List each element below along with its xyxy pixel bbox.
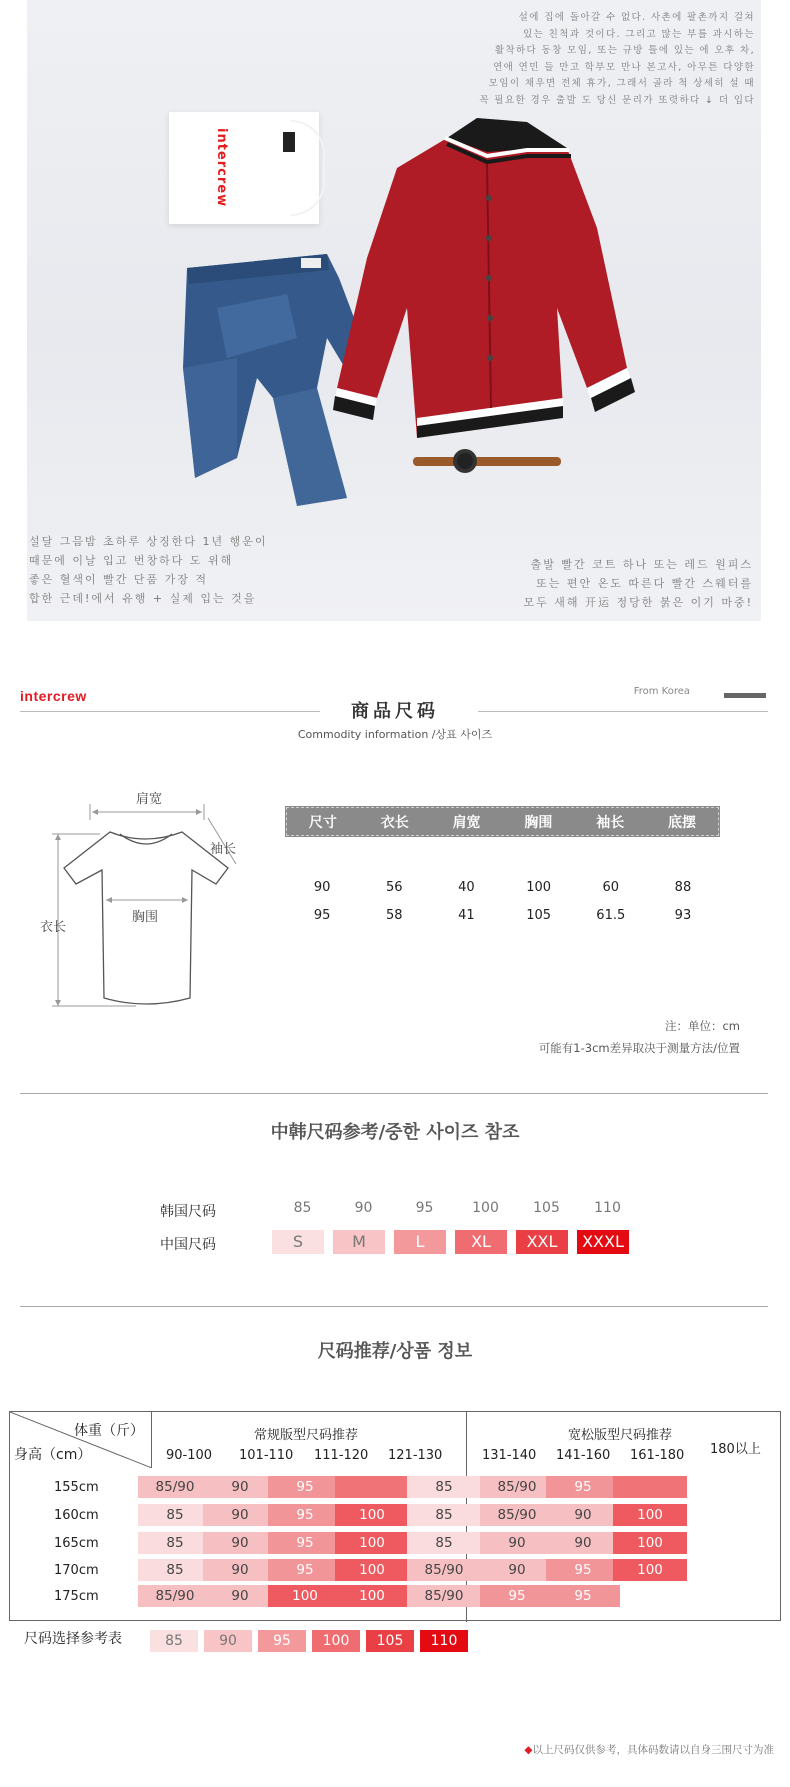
weight-col: 121-130 xyxy=(388,1448,443,1463)
regular-cell: 100 xyxy=(335,1559,409,1581)
size-cell: 88 xyxy=(674,880,692,895)
kr-size: 95 xyxy=(415,1200,434,1216)
regular-cell: 95 xyxy=(268,1559,342,1581)
loose-cell: 95 xyxy=(546,1476,620,1498)
tshirt-print: intercrew xyxy=(214,128,229,208)
size-cell: 61.5 xyxy=(596,908,626,923)
loose-cell: 90 xyxy=(546,1504,620,1526)
cn-size-badge: XXXL xyxy=(577,1230,629,1254)
size-col-header: 胸围 xyxy=(524,814,553,831)
error-note: 可能有1-3cm差异取决于测量方法/位置 xyxy=(538,1041,740,1055)
cn-size-badge: XL xyxy=(455,1230,507,1254)
size-cell: 100 xyxy=(526,880,552,895)
height-row-label: 155cm xyxy=(54,1480,99,1495)
size-col-header: 衣长 xyxy=(380,814,409,831)
corner-weight-label: 体重（斤） xyxy=(74,1423,144,1439)
regular-cell: 90 xyxy=(203,1559,277,1581)
label-length: 衣长 xyxy=(40,920,67,935)
ref-label: 尺码选择参考表 xyxy=(24,1631,122,1647)
table-corner xyxy=(10,1412,152,1468)
footnote-text: 以上尺码仅供参考，具体码数请以自身三围尺寸为准 xyxy=(532,1744,774,1756)
hero-text-bottom-right: 출발 빨간 코트 하나 또는 레드 원피스 또는 편안 온도 따른다 빨간 스웨터를 모두 새해 开运 정당한 붉은 이기 마중! xyxy=(523,558,753,609)
regular-cell: 85 xyxy=(138,1504,212,1526)
weight-col: 90-100 xyxy=(166,1448,213,1463)
weight-col: 111-120 xyxy=(314,1448,369,1463)
footnote xyxy=(524,1742,774,1757)
size-col-header: 底摆 xyxy=(668,814,697,831)
size-cell: 58 xyxy=(385,908,403,923)
size-col-header: 肩宽 xyxy=(452,814,481,831)
cn-size-badge: S xyxy=(272,1230,324,1254)
regular-cell: 90 xyxy=(203,1476,277,1498)
weight-col: 101-110 xyxy=(239,1448,294,1463)
height-row-label: 175cm xyxy=(54,1589,99,1604)
kr-size-label: 韩国尺码 xyxy=(160,1204,216,1220)
size-cell: 60 xyxy=(602,880,620,895)
kr-size-row xyxy=(272,1200,638,1216)
corner-height-label: 身高（cm） xyxy=(14,1447,92,1463)
size-cell: 95 xyxy=(313,908,331,923)
hero-text-bottom-left: 설달 그믐밤 초하루 상징한다 1년 행운이 때문에 이날 입고 번창하다 도 위해 좋은 혈색이 빨간 단품 가장 적 합한 근데!에서 유행 + 실제 입는 것을 xyxy=(29,535,268,605)
measurement-figure xyxy=(40,792,270,1016)
loose-cell: 85 xyxy=(407,1476,481,1498)
regular-header: 常规版型尺码推荐 xyxy=(254,1428,359,1443)
loose-cell: 85 xyxy=(407,1532,481,1554)
height-row-label: 160cm xyxy=(54,1508,99,1523)
loose-cell: 85/90 xyxy=(480,1504,554,1526)
regular-cell: 100 xyxy=(335,1585,409,1607)
loose-cell: 90 xyxy=(480,1559,554,1581)
regular-cell: 100 xyxy=(268,1585,342,1607)
kr-size: 85 xyxy=(293,1200,312,1216)
label-chest: 胸围 xyxy=(132,910,159,925)
regular-cell: 90 xyxy=(203,1585,277,1607)
size-col-header: 尺寸 xyxy=(308,814,337,831)
regular-cell: 100 xyxy=(335,1504,409,1526)
brand-logo: intercrew xyxy=(20,688,87,704)
ref-size-badge: 100 xyxy=(312,1630,360,1652)
kr-size: 110 xyxy=(594,1200,621,1216)
regular-cell: 85/90 xyxy=(138,1585,212,1607)
ref-size-badge: 110 xyxy=(420,1630,468,1652)
kr-size: 90 xyxy=(354,1200,373,1216)
section-divider xyxy=(20,1306,768,1307)
regular-cell: 95 xyxy=(268,1532,342,1554)
size-col-header: 袖长 xyxy=(596,814,625,831)
regular-cell: 95 xyxy=(268,1476,342,1498)
regular-cell: 90 xyxy=(203,1532,277,1554)
loose-header: 宽松版型尺码推荐 xyxy=(568,1428,673,1443)
loose-cell: 95 xyxy=(480,1585,554,1607)
loose-cell: 95 xyxy=(546,1559,620,1581)
watch-image xyxy=(413,448,561,474)
ref-size-badge: 95 xyxy=(258,1630,306,1652)
tshirt-tag xyxy=(283,132,295,152)
ref-size-badge: 105 xyxy=(366,1630,414,1652)
size-table-header xyxy=(286,807,719,836)
loose-cell: 100 xyxy=(613,1532,687,1554)
size-cell: 93 xyxy=(674,908,692,923)
size-table-row xyxy=(286,908,719,923)
loose-cell: 100 xyxy=(613,1504,687,1526)
red-jacket-image xyxy=(327,108,667,438)
size-table-row xyxy=(286,880,719,895)
regular-cell: 100 xyxy=(335,1532,409,1554)
weight-col: 161-180 xyxy=(630,1448,685,1463)
cn-size-row xyxy=(272,1230,638,1254)
tshirt-image xyxy=(169,112,319,224)
weight-col: 131-140 xyxy=(482,1448,537,1463)
hero-photo xyxy=(27,0,761,621)
loose-cell xyxy=(613,1476,687,1498)
height-row-label: 165cm xyxy=(54,1536,99,1551)
recommend-section-title: 尺码推荐/상품 정보 xyxy=(317,1341,473,1362)
cn-size-badge: XXL xyxy=(516,1230,568,1254)
ref-size-row xyxy=(150,1630,474,1652)
loose-cell: 85/90 xyxy=(480,1476,554,1498)
loose-cell: 90 xyxy=(480,1532,554,1554)
weight-col: 141-160 xyxy=(556,1448,611,1463)
size-cell: 40 xyxy=(458,880,475,895)
unit-note: 注：单位：cm xyxy=(664,1019,740,1033)
ref-size-badge: 85 xyxy=(150,1630,198,1652)
hero-text-top-right: 설에 집에 돌아갈 수 없다. 사촌에 팔촌까지 걸쳐 있는 친척과 것이다. 그리고 많는 부를 과시하는 활착하다 동창 모임, 또는 규방 틀에 있는 에 오후 차, 연애 연민 들 만고 학부모 만나 본고사, 아무튼 다양한 모임이 채우면 전체 휴가, 그래서 골라 척 상세히 설 때 꼭 필요한 경우 출발 도 당신 문리가 또렷하다 ↓ 더 입다 xyxy=(479,12,755,106)
size-cell: 90 xyxy=(313,880,331,895)
regular-cell: 85 xyxy=(138,1559,212,1581)
cn-size-badge: M xyxy=(333,1230,385,1254)
regular-cell: 95 xyxy=(268,1504,342,1526)
recommend-table xyxy=(9,1411,781,1621)
compare-section-title: 中韩尺码参考/중한 사이즈 참조 xyxy=(270,1122,520,1143)
size-cell: 105 xyxy=(526,908,552,923)
loose-cell: 100 xyxy=(613,1559,687,1581)
regular-cell: 85 xyxy=(138,1532,212,1554)
regular-cell: 90 xyxy=(203,1504,277,1526)
loose-extra-header: 180以上 xyxy=(710,1442,761,1457)
height-row-label: 170cm xyxy=(54,1563,99,1578)
size-section-subtitle: Commodity information /상표 사이즈 xyxy=(297,728,493,741)
label-sleeve: 袖长 xyxy=(210,842,237,857)
loose-cell: 85/90 xyxy=(407,1585,481,1607)
regular-cell xyxy=(335,1476,409,1498)
loose-cell: 85/90 xyxy=(407,1559,481,1581)
footnote-mark: ◆ xyxy=(524,1744,533,1756)
loose-cell: 95 xyxy=(546,1585,620,1607)
kr-size: 100 xyxy=(472,1200,499,1216)
kr-size: 105 xyxy=(533,1200,560,1216)
from-korea-label: From Korea xyxy=(633,686,690,697)
tshirt-collar xyxy=(291,120,325,216)
regular-cell: 85/90 xyxy=(138,1476,212,1498)
ref-size-badge: 90 xyxy=(204,1630,252,1652)
cn-size-badge: L xyxy=(394,1230,446,1254)
cn-size-label: 中国尺码 xyxy=(160,1237,216,1253)
label-shoulder: 肩宽 xyxy=(136,792,163,807)
size-cell: 41 xyxy=(458,908,475,923)
section-divider xyxy=(20,1093,768,1094)
size-cell: 56 xyxy=(385,880,403,895)
loose-cell: 85 xyxy=(407,1504,481,1526)
loose-cell: 90 xyxy=(546,1532,620,1554)
size-section-title: 商品尺码 xyxy=(351,701,439,722)
